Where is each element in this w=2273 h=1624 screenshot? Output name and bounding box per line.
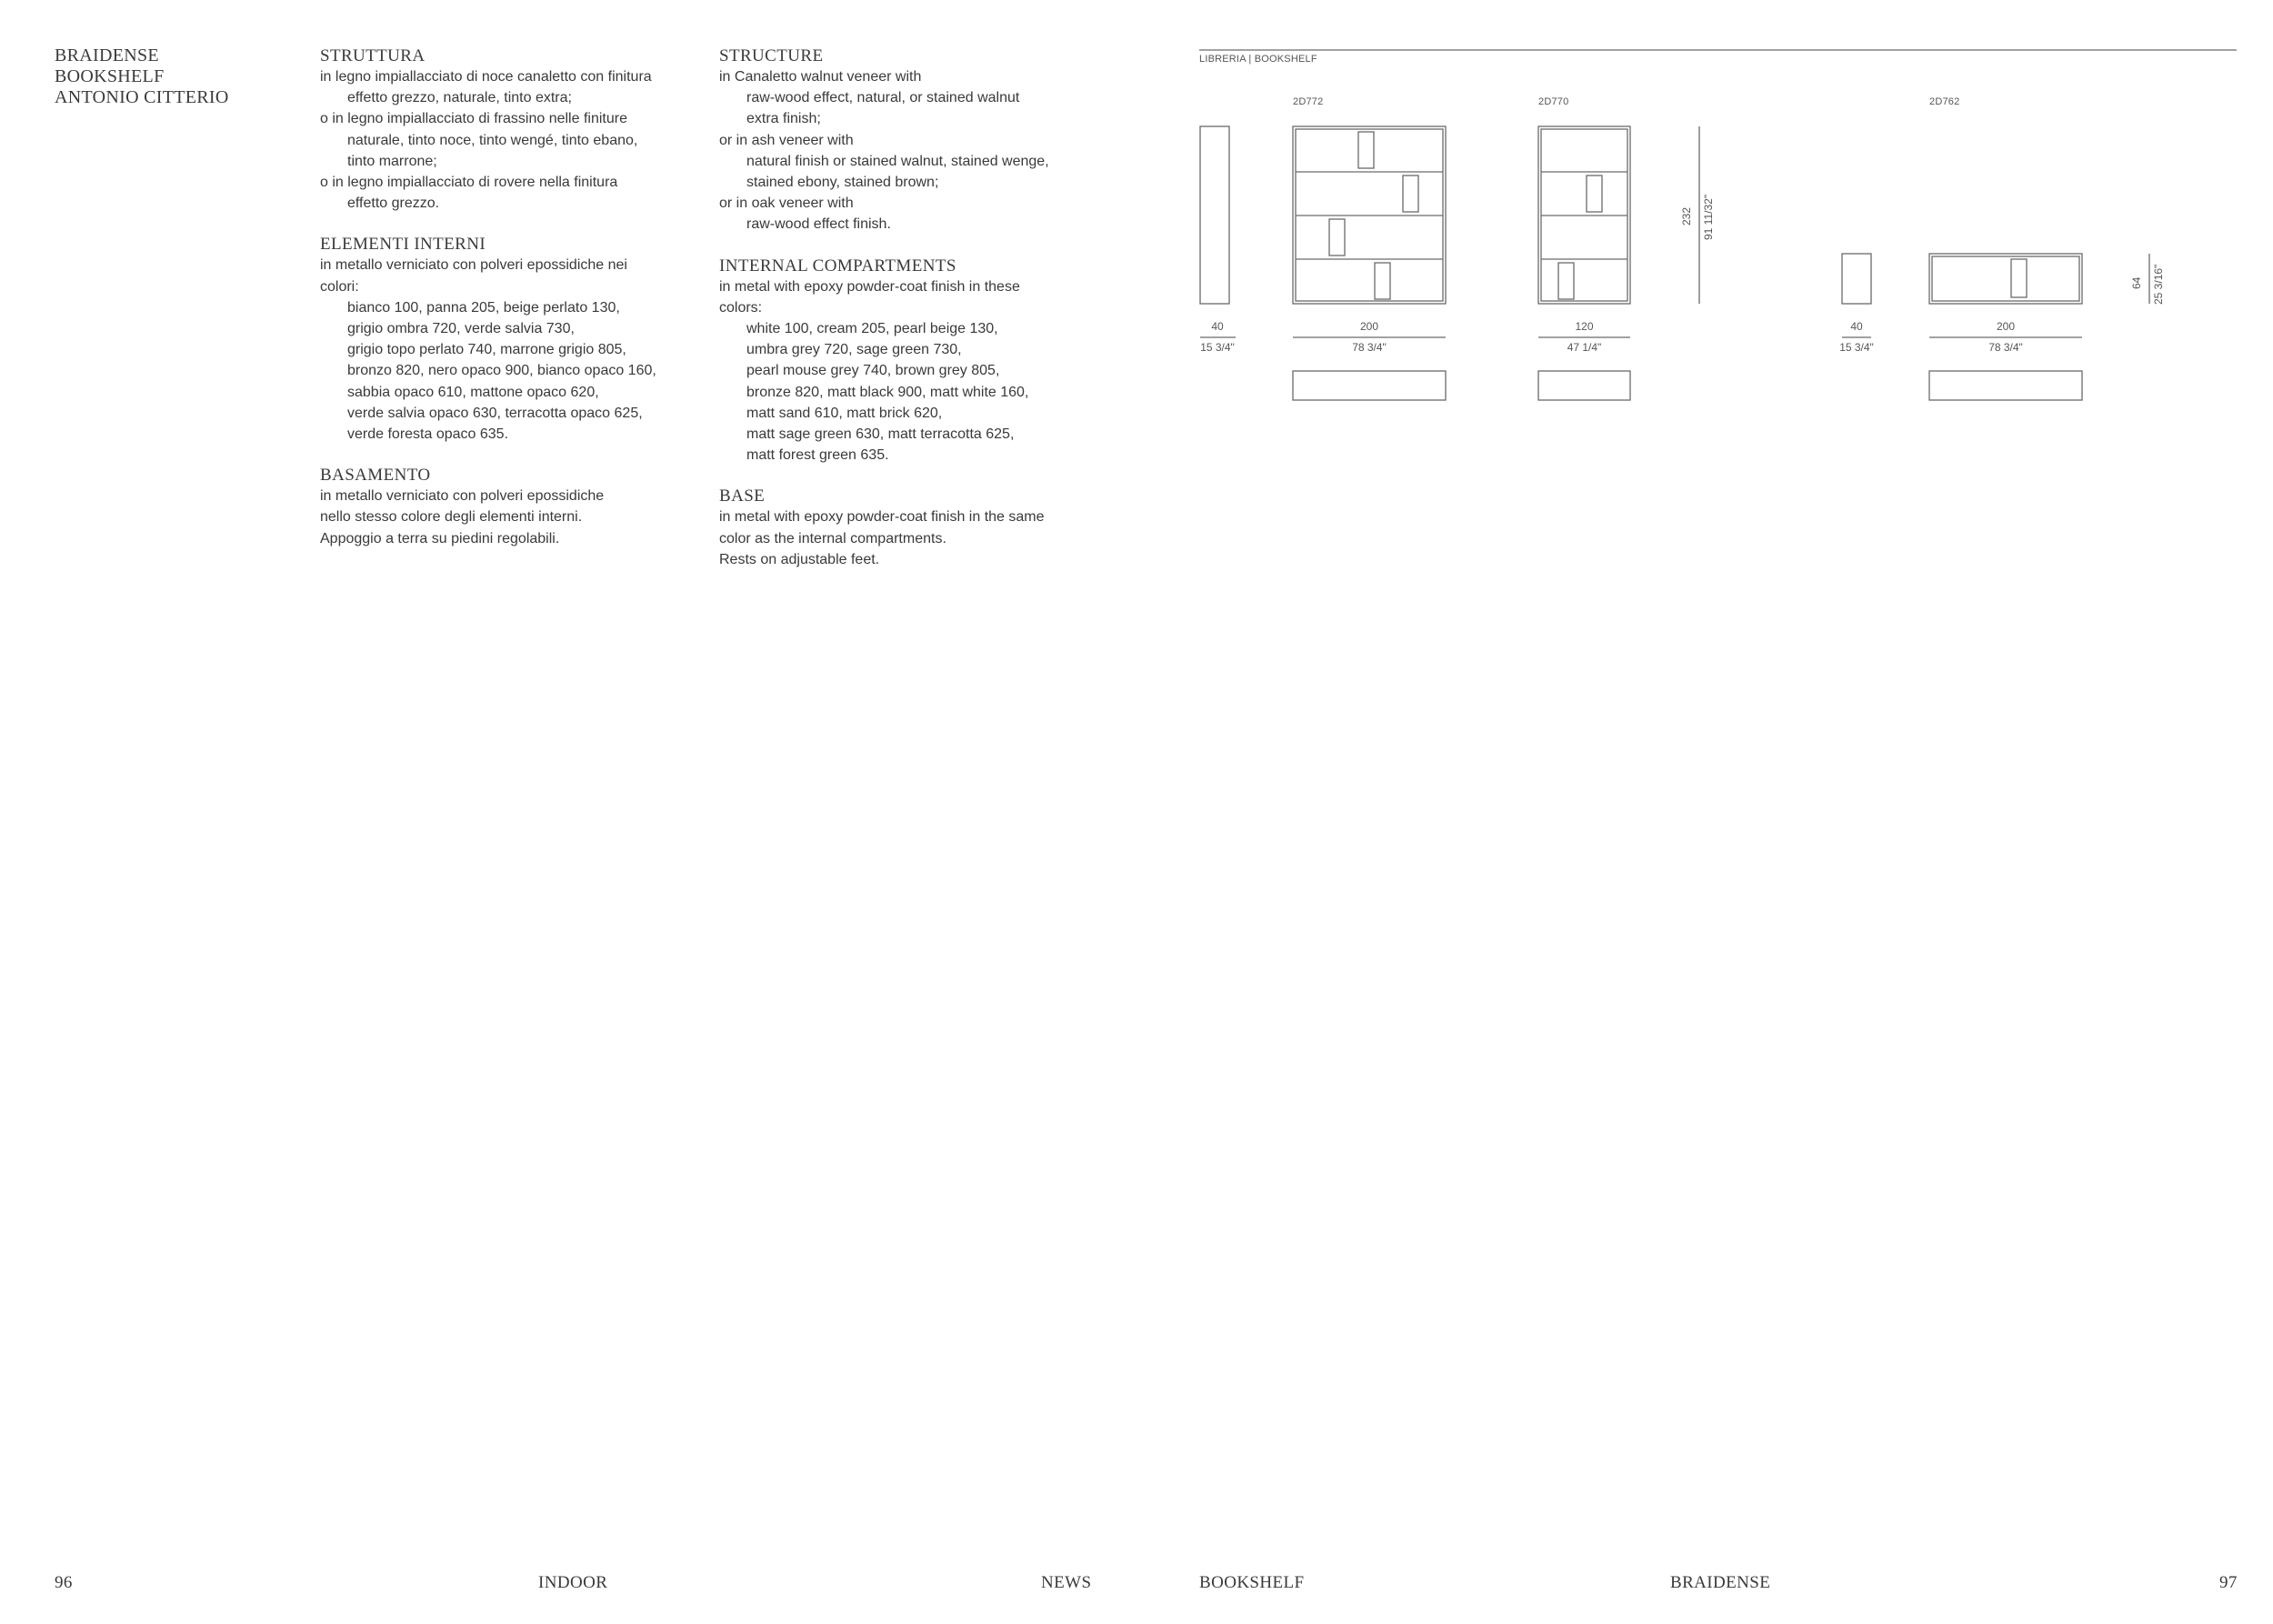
spec-line: matt sage green 630, matt terracotta 625, xyxy=(746,426,1015,443)
spec-line: stained ebony, stained brown; xyxy=(746,175,939,191)
spec-line: bronzo 820, nero opaco 900, bianco opaco 160, xyxy=(347,363,656,379)
structure-text-it xyxy=(320,66,711,214)
low-side-view xyxy=(1842,254,1871,304)
bookshelf-2d762-front xyxy=(1929,254,2082,304)
spec-line: in metallo verniciato con polveri epossidiche nei xyxy=(320,257,627,274)
2d762-width-in: 78 3/4" xyxy=(1988,341,2023,354)
spec-line: in metallo verniciato con polveri epossidiche xyxy=(320,488,605,505)
right-page-number: 97 xyxy=(2219,1573,2238,1592)
2d762-plan-view xyxy=(1929,371,2082,400)
spec-line: matt sand 610, matt brick 620, xyxy=(746,405,943,421)
spec-line: bronze 820, matt black 900, matt white 160, xyxy=(746,384,1029,400)
base-heading-it: BASAMENTO xyxy=(320,466,431,486)
structure-heading-en: STRUCTURE xyxy=(719,46,824,65)
product-name: BRAIDENSE xyxy=(55,45,159,65)
spec-line: effetto grezzo, naturale, tinto extra; xyxy=(347,90,572,106)
technical-drawing xyxy=(1199,47,2237,411)
bookshelf-2d770-front xyxy=(1538,126,1630,304)
spec-line: raw-wood effect finish. xyxy=(746,216,891,233)
spec-line: or in oak veneer with xyxy=(719,195,854,212)
spec-line: effetto grezzo. xyxy=(347,195,440,212)
base-text-it xyxy=(320,486,711,549)
footer-product-type: BOOKSHELF xyxy=(1199,1573,1305,1592)
left-page-number: 96 xyxy=(55,1573,73,1592)
drawing-lines xyxy=(1199,47,2237,411)
spec-line: extra finish; xyxy=(746,111,821,127)
product-title-block xyxy=(55,45,229,108)
spec-line: grigio topo perlato 740, marrone grigio 805, xyxy=(347,342,626,358)
low-height-cm: 64 xyxy=(2130,276,2143,289)
2d762-width-cm: 200 xyxy=(1996,320,2016,333)
spec-line: bianco 100, panna 205, beige perlato 130, xyxy=(347,299,620,316)
code-2d762: 2D762 xyxy=(1929,96,1960,107)
spec-line: umbra grey 720, sage green 730, xyxy=(746,342,962,358)
spec-line: in metal with epoxy powder-coat finish in the same xyxy=(719,509,1045,526)
2d770-plan-view xyxy=(1538,371,1630,400)
2d772-plan-view xyxy=(1293,371,1446,400)
drawing-header: LIBRERIA | BOOKSHELF xyxy=(1199,54,1317,65)
footer-category: NEWS xyxy=(1041,1573,1092,1592)
low-depth-cm: 40 xyxy=(1850,320,1863,333)
spec-line: Appoggio a terra su piedini regolabili. xyxy=(320,530,560,546)
code-2d772: 2D772 xyxy=(1293,96,1324,107)
english-spec-column xyxy=(719,45,1110,590)
spec-line: in metal with epoxy powder-coat finish in these xyxy=(719,278,1020,295)
bookshelf-2d772-front xyxy=(1293,126,1446,304)
spec-line: o in legno impiallacciato di frassino nelle finiture xyxy=(320,111,627,127)
interior-text-en xyxy=(719,276,1110,466)
spec-line: in Canaletto walnut veneer with xyxy=(719,69,922,85)
2d770-width-cm: 120 xyxy=(1575,320,1594,333)
tall-depth-in: 15 3/4" xyxy=(1200,341,1235,354)
spec-line: raw-wood effect, natural, or stained walnut xyxy=(746,90,1020,106)
interior-heading-it: ELEMENTI INTERNI xyxy=(320,235,486,255)
spec-line: white 100, cream 205, pearl beige 130, xyxy=(746,321,998,337)
base-heading-en: BASE xyxy=(719,486,766,506)
spec-line: matt forest green 635. xyxy=(746,447,889,464)
tall-height-cm: 232 xyxy=(1680,206,1693,226)
spec-line: in legno impiallacciato di noce canaletto con finitura xyxy=(320,69,652,85)
footer-product-name: BRAIDENSE xyxy=(1670,1573,1771,1592)
tall-height-in: 91 11/32" xyxy=(1702,194,1715,240)
spec-line: verde foresta opaco 635. xyxy=(347,426,509,443)
spec-line: sabbia opaco 610, mattone opaco 620, xyxy=(347,384,599,400)
structure-text-en xyxy=(719,66,1110,236)
spec-line: tinto marrone; xyxy=(347,153,437,169)
2d772-width-cm: 200 xyxy=(1359,320,1379,333)
low-depth-in: 15 3/4" xyxy=(1839,341,1874,354)
footer-section: INDOOR xyxy=(538,1573,608,1592)
code-2d770: 2D770 xyxy=(1538,96,1569,107)
tall-depth-cm: 40 xyxy=(1211,320,1224,333)
2d770-width-in: 47 1/4" xyxy=(1567,341,1602,354)
spec-line: natural finish or stained walnut, stained wenge, xyxy=(746,153,1049,169)
spec-line: naturale, tinto noce, tinto wengé, tinto ebano, xyxy=(347,132,638,148)
structure-heading-it: STRUTTURA xyxy=(320,46,426,65)
spec-line: o in legno impiallacciato di rovere nella finitura xyxy=(320,175,618,191)
product-type: BOOKSHELF xyxy=(55,66,165,86)
spec-line: nello stesso colore degli elementi interni. xyxy=(320,509,583,526)
base-text-en xyxy=(719,506,1110,570)
spec-line: verde salvia opaco 630, terracotta opaco 625, xyxy=(347,405,643,421)
spec-line: color as the internal compartments. xyxy=(719,530,946,546)
spec-line: colors: xyxy=(719,299,763,316)
low-height-in: 25 3/16" xyxy=(2152,264,2165,305)
tall-side-view xyxy=(1200,126,1229,304)
spec-line: Rests on adjustable feet. xyxy=(719,551,880,567)
designer-name: ANTONIO CITTERIO xyxy=(55,87,229,107)
spec-line: pearl mouse grey 740, brown grey 805, xyxy=(746,363,1000,379)
spec-line: or in ash veneer with xyxy=(719,132,854,148)
spec-line: colori: xyxy=(320,278,359,295)
interior-heading-en: INTERNAL COMPARTMENTS xyxy=(719,256,956,276)
italian-spec-column xyxy=(320,45,711,569)
2d772-width-in: 78 3/4" xyxy=(1352,341,1387,354)
spec-line: grigio ombra 720, verde salvia 730, xyxy=(347,321,575,337)
interior-text-it xyxy=(320,255,711,445)
